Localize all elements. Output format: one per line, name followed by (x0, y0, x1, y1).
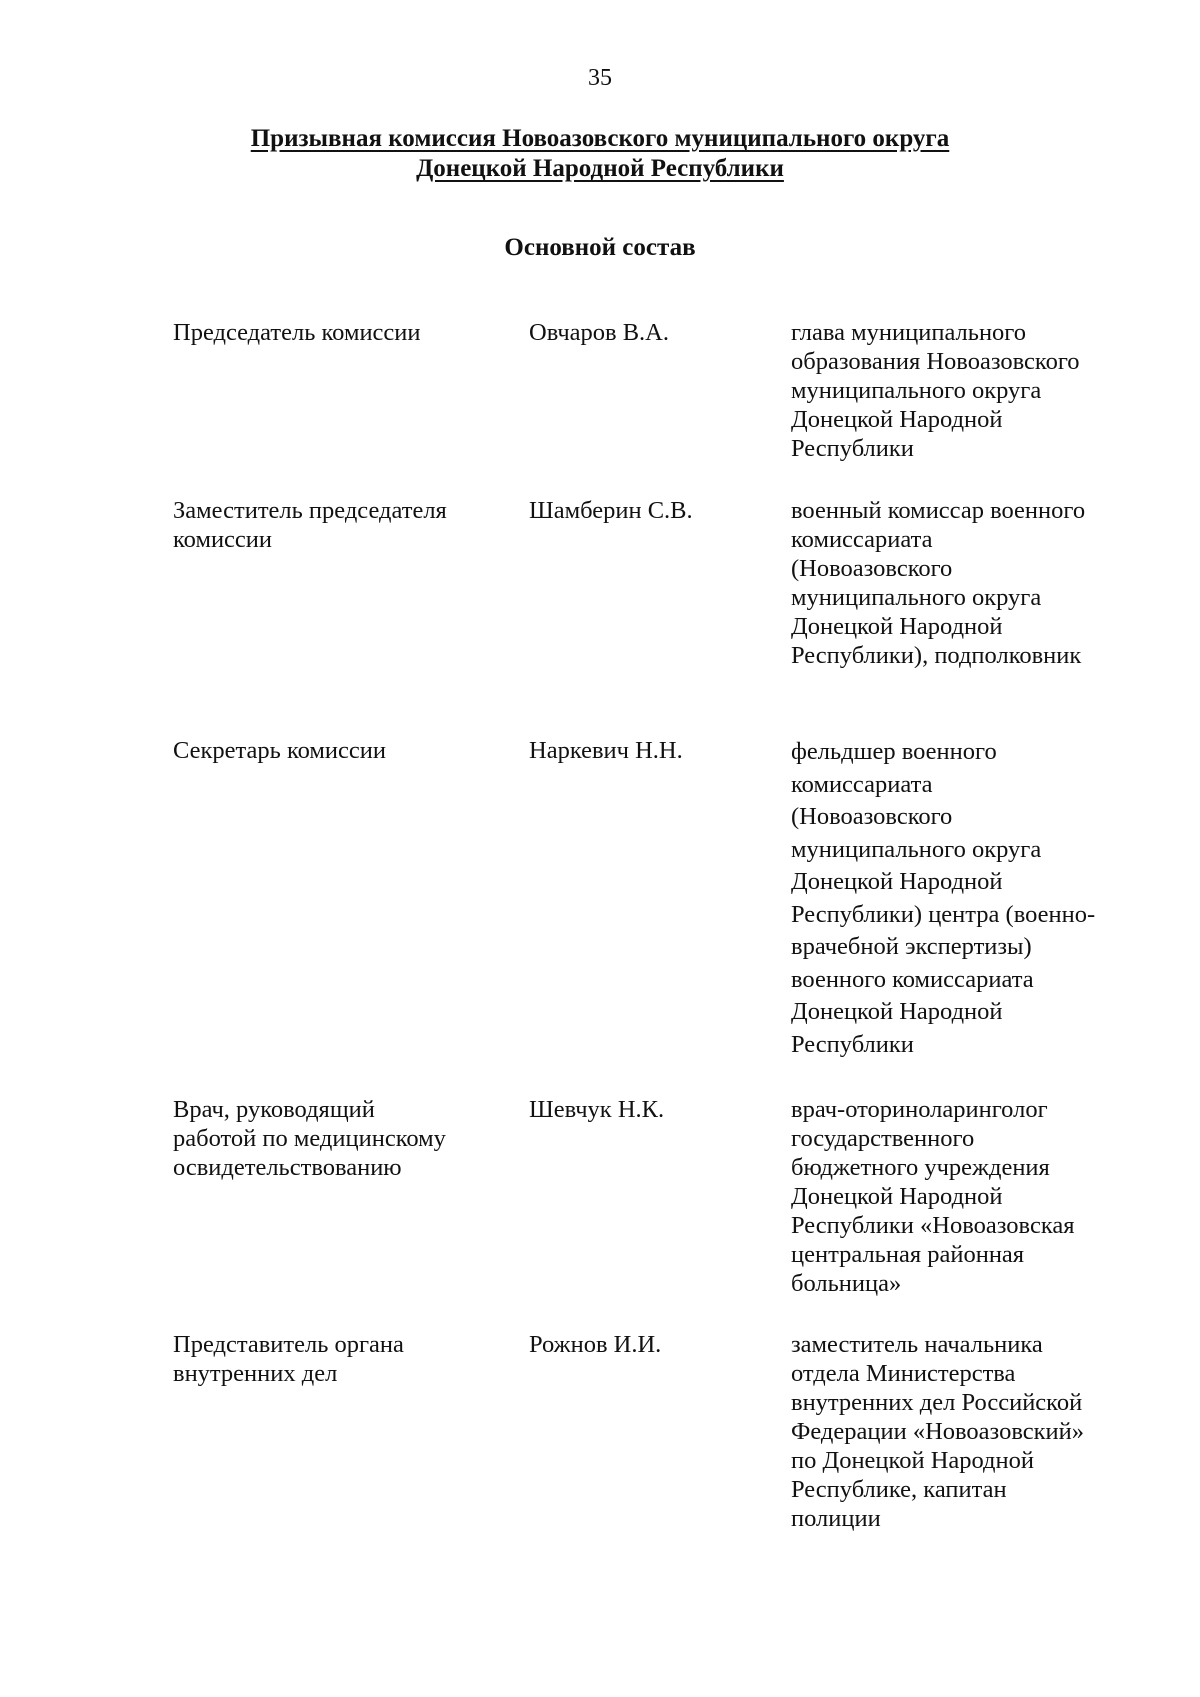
member-name: Рожнов И.И. (529, 1331, 662, 1358)
document-title-line-2: Донецкой Народной Республики (416, 155, 784, 182)
member-name: Овчаров В.А. (529, 319, 670, 346)
member-description: глава муниципального образования Новоазовского муниципального округа Донецкой Народной Республики (791, 319, 1080, 462)
member-role: Секретарь комиссии (173, 737, 386, 764)
member-name: Шамберин С.В. (529, 497, 693, 524)
member-role: Заместитель председателя комиссии (173, 497, 447, 553)
member-name: Шевчук Н.К. (529, 1096, 665, 1123)
member-role: Представитель органа внутренних дел (173, 1331, 404, 1387)
section-title: Основной состав (504, 234, 696, 261)
page-number: 35 (588, 65, 612, 91)
member-name: Наркевич Н.Н. (529, 737, 683, 764)
member-description: заместитель начальника отдела Министерства внутренних дел Российской Федерации «Новоазовский» по Донецкой Народной Республике, капитан полиции (791, 1331, 1085, 1532)
member-role: Врач, руководящий работой по медицинскому освидетельствованию (173, 1096, 446, 1181)
member-description: военный комиссар военного комиссариата (Новоазовского муниципального округа Донецкой Народной Республики), подполковник (791, 497, 1086, 669)
document-title-line-1: Призывная комиссия Новоазовского муниципального округа (250, 125, 950, 152)
member-description: врач-оториноларинголог государственного бюджетного учреждения Донецкой Народной Республики «Новоазовская центральная районная больница» (791, 1096, 1075, 1297)
member-description: фельдшер военного комиссариата (Новоазовского муниципального округа Донецкой Народной Республики) центра (военно- врачебной экспертизы) военного комиссариата Донецкой Народной Республики (791, 738, 1096, 1058)
document-title (0, 124, 1200, 184)
member-role: Председатель комиссии (173, 319, 421, 346)
